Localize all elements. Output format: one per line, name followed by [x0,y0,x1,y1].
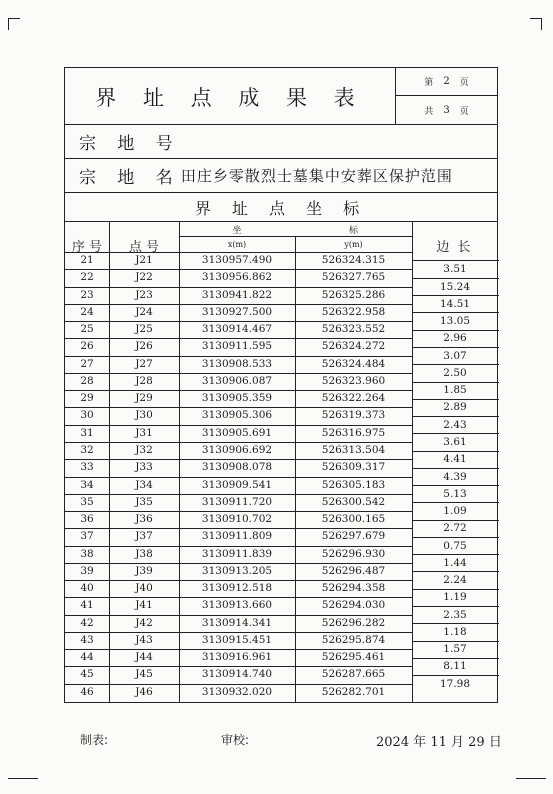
cell-y: 526324.315 [321,254,386,266]
cell-y: 526327.765 [321,271,386,284]
cell-x: 3130906.087 [201,374,273,387]
cell-x: 3130905.359 [201,392,273,405]
total-label: 共 [424,107,434,117]
cell-point: J29 [135,392,153,405]
total-pages-cell [396,96,497,125]
title-row [65,68,497,125]
edge-length: 2.24 [443,574,467,587]
cell-seq: 46 [80,685,94,698]
cell-point: J34 [135,478,153,491]
cell-point: J32 [135,443,153,456]
cell-y: 526294.358 [321,582,386,595]
cell-point: J21 [135,254,153,266]
page-unit: 页 [459,78,469,88]
edge-divider [412,606,499,607]
scan-corner-mark [8,778,38,779]
scan-corner-mark [541,18,542,30]
cell-y: 526287.665 [321,668,386,681]
edge-divider [412,623,499,624]
cell-seq: 40 [80,582,94,595]
parcel-number-label: 宗 地 号 [79,134,181,154]
cell-point: J44 [135,651,153,664]
cell-point: J27 [135,357,153,370]
cell-seq: 34 [80,478,94,491]
edge-divider [412,416,499,417]
total-pages: 3 [443,105,450,116]
parcel-name-label: 宗 地 名 [79,168,181,188]
cell-seq: 27 [80,357,94,370]
cell-y: 526324.272 [321,340,386,353]
edge-length: 1.19 [443,591,467,604]
cell-point: J36 [135,513,153,526]
cell-point: J23 [135,288,153,301]
cell-y: 526322.264 [321,392,386,405]
edge-length: 1.44 [443,556,467,569]
page-number-cell [396,68,497,96]
header-edge: 边 长 [436,239,473,255]
edge-length: 2.50 [443,366,467,379]
cell-y: 526324.484 [321,357,386,370]
edge-divider [412,330,499,331]
edge-divider [412,520,499,521]
header-coord-b: 标 [348,225,358,236]
edge-length: 0.75 [443,539,467,552]
edge-divider [412,295,499,296]
edge-divider [412,641,499,642]
cell-seq: 45 [80,668,94,681]
edge-length: 1.18 [443,625,467,638]
edge-length: 15.24 [439,280,471,293]
header-seq: 序 号 [71,239,103,255]
cell-seq: 21 [80,254,94,266]
edge-divider [412,312,499,313]
cell-point: J33 [135,461,153,474]
cell-x: 3130913.205 [201,564,273,577]
edge-length: 2.96 [443,332,467,345]
coordinates-section-title: 界 址 点 坐 标 [65,193,497,222]
edge-divider [412,554,499,555]
edge-divider [412,382,499,383]
cell-seq: 43 [80,633,94,646]
cell-y: 526300.165 [321,513,386,526]
edge-divider [412,433,499,434]
cell-x: 3130911.595 [201,340,273,353]
edge-lengths [65,252,499,701]
parcel-number-row [65,125,497,159]
cell-y: 526319.373 [321,409,386,422]
prepared-by-label: 制表: [80,733,109,747]
cell-y: 526325.286 [321,288,386,301]
boundary-point-results-table [64,67,498,703]
cell-point: J45 [135,668,153,681]
cell-x: 3130941.822 [201,288,273,301]
cell-x: 3130914.341 [201,616,273,629]
cell-y: 526294.030 [321,599,386,612]
report-date: 2024 年 11 月 29 日 [376,735,502,750]
cell-y: 526305.183 [321,478,386,491]
total-unit: 页 [459,107,469,117]
edge-length: 5.13 [443,487,467,500]
cell-point: J26 [135,340,153,353]
cell-y: 526296.487 [321,564,386,577]
edge-divider [412,485,499,486]
edge-length: 2.43 [443,418,467,431]
cell-seq: 33 [80,461,94,474]
edge-length: 1.85 [443,384,467,397]
cell-seq: 37 [80,530,94,543]
edge-length: 2.72 [443,522,467,535]
edge-length: 2.35 [443,608,467,621]
header-x: x(m) [227,239,247,249]
edge-length: 8.11 [443,660,467,673]
cell-point: J40 [135,582,153,595]
edge-divider [412,468,499,469]
cell-y: 526316.975 [321,426,386,439]
cell-y: 526297.679 [321,530,386,543]
cell-point: J42 [135,616,153,629]
cell-point: J39 [135,564,153,577]
edge-divider [412,451,499,452]
cell-y: 526295.461 [321,651,386,664]
cell-seq: 24 [80,305,94,318]
edge-length: 13.05 [439,315,471,328]
edge-length: 17.98 [439,677,471,690]
cell-y: 526323.960 [321,374,386,387]
cell-seq: 38 [80,547,94,560]
cell-point: J30 [135,409,153,422]
cell-x: 3130914.740 [201,668,273,681]
cell-seq: 30 [80,409,94,422]
cell-seq: 36 [80,513,94,526]
scan-corner-mark [516,778,546,779]
cell-point: J46 [135,685,153,698]
cell-x: 3130911.809 [201,530,273,543]
cell-x: 3130905.306 [201,409,273,422]
cell-point: J35 [135,495,153,508]
edge-length: 14.51 [439,297,471,310]
cell-x: 3130956.862 [201,271,273,284]
edge-length: 2.89 [443,401,467,414]
cell-y: 526323.552 [321,323,386,336]
cell-seq: 26 [80,340,94,353]
cell-x: 3130914.467 [201,323,273,336]
edge-divider [412,589,499,590]
edge-divider [412,537,499,538]
cell-x: 3130913.660 [201,599,273,612]
edge-length: 4.39 [443,470,467,483]
cell-seq: 41 [80,599,94,612]
cell-x: 3130916.961 [201,651,273,664]
coordinates-grid [65,222,497,702]
scan-corner-mark [8,18,20,19]
cell-x: 3130915.451 [201,633,273,646]
cell-point: J41 [135,599,153,612]
cell-point: J25 [135,323,153,336]
edge-length: 3.07 [443,349,467,362]
edge-length: 1.09 [443,505,467,518]
cell-y: 526296.930 [321,547,386,560]
cell-x: 3130911.839 [201,547,273,560]
cell-seq: 28 [80,374,94,387]
cell-x: 3130909.541 [201,478,273,491]
edge-divider [412,675,499,676]
cell-x: 3130908.533 [201,357,273,370]
cell-point: J43 [135,633,153,646]
cell-seq: 39 [80,564,94,577]
edge-divider [412,502,499,503]
edge-length: 4.41 [443,453,467,466]
cell-seq: 35 [80,495,94,508]
cell-x: 3130912.518 [201,582,273,595]
edge-divider [412,658,499,659]
cell-y: 526282.701 [321,685,386,698]
cell-point: J38 [135,547,153,560]
cell-y: 526309.317 [321,461,386,474]
cell-x: 3130932.020 [201,685,273,698]
edge-divider [412,278,499,279]
cell-x: 3130957.490 [201,254,273,266]
parcel-name-row [65,159,497,193]
cell-x: 3130905.691 [201,426,273,439]
cell-x: 3130910.702 [201,513,273,526]
cell-point: J28 [135,374,153,387]
cell-point: J24 [135,305,153,318]
cell-seq: 32 [80,443,94,456]
scan-corner-mark [8,18,9,30]
header-coord-a: 坐 [232,225,242,236]
cell-point: J22 [135,271,153,284]
cell-x: 3130911.720 [201,495,273,508]
cell-seq: 22 [80,271,94,284]
cell-seq: 31 [80,426,94,439]
cell-y: 526295.874 [321,633,386,646]
cell-x: 3130927.500 [201,305,273,318]
cell-seq: 23 [80,288,94,301]
cell-y: 526322.958 [321,305,386,318]
cell-point: J31 [135,426,153,439]
header-point: 点 号 [128,239,160,255]
parcel-name-value: 田庄乡零散烈士墓集中安葬区保护范围 [180,167,453,185]
edge-divider [412,347,499,348]
cell-seq: 25 [80,323,94,336]
edge-divider [412,399,499,400]
cell-y: 526300.542 [321,495,386,508]
edge-length: 1.57 [443,643,467,656]
sheet-title: 界 址 点 成 果 表 [65,68,396,125]
cell-x: 3130908.078 [201,461,273,474]
edge-divider [412,364,499,365]
cell-seq: 44 [80,651,94,664]
edge-length: 3.61 [443,435,467,448]
header-y: y(m) [344,239,363,249]
edge-length: 3.51 [443,263,467,276]
cell-seq: 29 [80,392,94,405]
cell-y: 526313.504 [321,443,386,456]
cell-x: 3130906.692 [201,443,273,456]
reviewed-by-label: 审校: [221,733,250,747]
page-label: 第 [424,78,434,88]
cell-y: 526296.282 [321,616,386,629]
cell-point: J37 [135,530,153,543]
cell-seq: 42 [80,616,94,629]
edge-divider [412,571,499,572]
page-number: 2 [443,76,450,87]
